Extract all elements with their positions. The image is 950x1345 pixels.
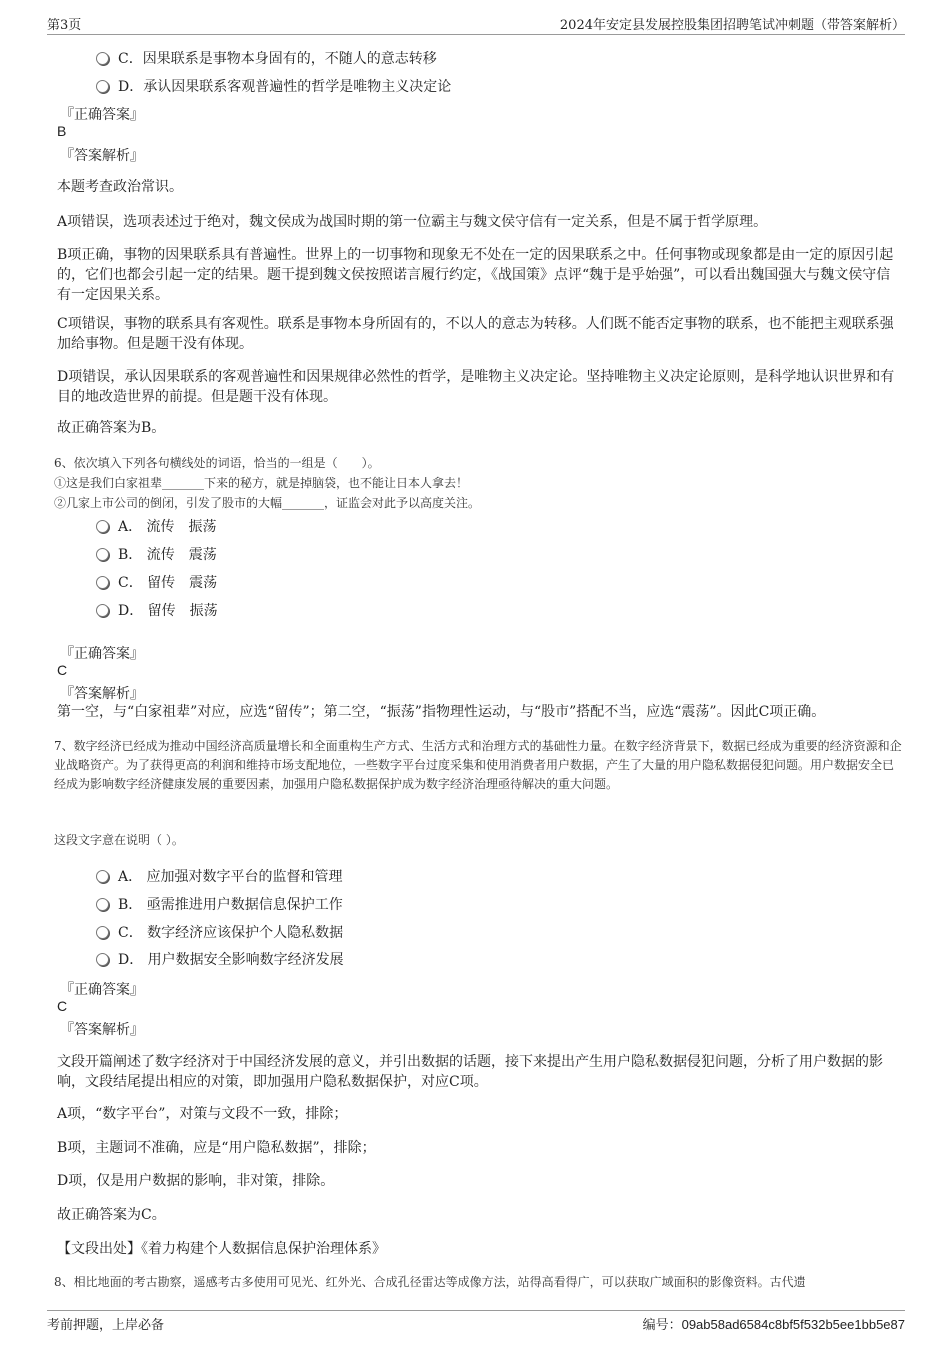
radio-icon[interactable] [96,953,109,966]
radio-icon[interactable] [96,898,109,911]
q6-stem-3: ②几家上市公司的倒闭，引发了股市的大幅_______，证监会对此予以高度关注。 [54,496,481,510]
q5-answer-label: 『正确答案』 [60,107,144,123]
footer-slogan: 考前押题，上岸必备 [47,1318,165,1333]
document-id [643,1314,905,1333]
code-label: 编号： [642,1318,682,1333]
q5-para-5: D项错误，承认因果联系的客观普遍性和因果规律必然性的哲学，是唯物主义决定论。坚持唯物主义决定论原则，是科学地认识世界和有目的地改造世界的前提。但是题干没有体现。 [57,369,895,405]
q7-answer: C [57,998,68,1014]
q5-para-3: B项正确，事物的因果联系具有普遍性。世界上的一切事物和现象无不处在一定的因果联系之中。任何事物或现象都是由一定的原因引起的，它们也都会引起一定的结果。题干提到魏文侯按照诺言履行约定，《战国策》点评“魏于是乎始强”，可以看出魏国强大与魏文侯守信有一定因果关系。 [57,247,894,303]
q5-para-2: A项错误，选项表述过于绝对，魏文侯成为战国时期的第一位霸主与魏文侯守信有一定关系，但是不属于哲学原理。 [57,214,768,230]
q5-para-1: 本题考查政治常识。 [57,179,183,195]
option-text: C． 留传 震荡 [118,575,218,591]
q6-answer: C [57,662,68,678]
q7-para-1: 文段开篇阐述了数字经济对于中国经济发展的意义，并引出数据的话题，接下来提出产生用户隐私数据侵犯问题，分析了用户数据的影响，文段结尾提出相应的对策，即加强用户隐私数据保护，对应C项。 [57,1054,883,1090]
q7-source: 【文段出处】《着力构建个人数据信息保护治理体系》 [57,1241,386,1257]
q5-para-4: C项错误，事物的联系具有客观性。联系是事物本身所固有的，不以人的意志为转移。人们既不能否定事物的联系，也不能把主观联系强加给事物。但是题干没有体现。 [57,316,894,352]
option-text: B． 亟需推进用户数据信息保护工作 [118,897,343,913]
option-text: B． 流传 震荡 [118,547,217,563]
document-title: 2024年安定县发展控股集团招聘笔试冲刺题（带答案解析） [559,18,905,33]
q8-stem: 8、相比地面的考古勘察，遥感考古多使用可见光、红外光、合成孔径雷达等成像方法，站得高看得广，可以获取广域面积的影像资料。古代遗 [54,1275,806,1289]
option-text: D． 留传 振荡 [118,603,218,619]
q7-para-3: B项，主题词不准确，应是“用户隐私数据”，排除； [57,1140,376,1156]
radio-icon[interactable] [96,52,109,65]
q7-answer-label: 『正确答案』 [60,982,144,998]
radio-icon[interactable] [96,576,109,589]
option-text: D．承认因果联系客观普遍性的哲学是唯物主义决定论 [118,79,452,95]
q7-analysis-label: 『答案解析』 [60,1022,144,1038]
q5-analysis-label: 『答案解析』 [60,148,144,164]
q7-para-4: D项，仅是用户数据的影响，非对策，排除。 [57,1173,335,1189]
page-header [47,12,905,35]
radio-icon[interactable] [96,870,109,883]
q7-question: 这段文字意在说明（ ）。 [54,833,184,847]
option-text: C． 数字经济应该保护个人隐私数据 [118,925,344,941]
radio-icon[interactable] [96,926,109,939]
q6-stem-2: ①这是我们白家祖辈_______下来的秘方，就是掉脑袋，也不能让日本人拿去！ [54,476,469,490]
option-text: C．因果联系是事物本身固有的，不随人的意志转移 [118,51,437,67]
option-text: A． 应加强对数字平台的监督和管理 [118,869,343,885]
code-value: 09ab58ad6584c8bf5f532b5ee1bb5e87 [681,1317,905,1332]
option-text: D． 用户数据安全影响数字经济发展 [118,952,344,968]
q6-analysis-label: 『答案解析』 [60,686,144,702]
q5-answer: B [57,123,67,139]
page-footer [47,1310,905,1333]
q7-stem: 7、数字经济已经成为推动中国经济高质量增长和全面重构生产方式、生活方式和治理方式的基础性力量。在数字经济背景下，数据已经成为重要的经济资源和企业战略资产。为了获得更高的利润和维持市场支配地位，一些数字平台过度采集和使用消费者用户数据，产生了大量的用户隐私数据侵犯问题。用户数据安全已经成为影响数字经济健康发展的重要因素，加强用户隐私数据保护成为数字经济治理亟待解决的重大问题。 [54,739,902,791]
q6-analysis: 第一空，与“白家祖辈”对应，应选“留传”；第二空，“振荡”指物理性运动，与“股市”搭配不当，应选“震荡”。因此C项正确。 [57,704,826,720]
q6-answer-label: 『正确答案』 [60,646,144,662]
q7-para-2: A项，“数字平台”，对策与文段不一致，排除； [57,1106,348,1122]
option-text: A． 流传 振荡 [118,519,217,535]
radio-icon[interactable] [96,604,109,617]
page-number: 第3页 [47,18,82,33]
radio-icon[interactable] [96,520,109,533]
q6-stem-1: 6、依次填入下列各句横线处的词语，恰当的一组是（ ）。 [54,456,380,470]
radio-icon[interactable] [96,80,109,93]
q7-para-5: 故正确答案为C。 [57,1207,166,1223]
q5-para-6: 故正确答案为B。 [57,420,166,436]
radio-icon[interactable] [96,548,109,561]
